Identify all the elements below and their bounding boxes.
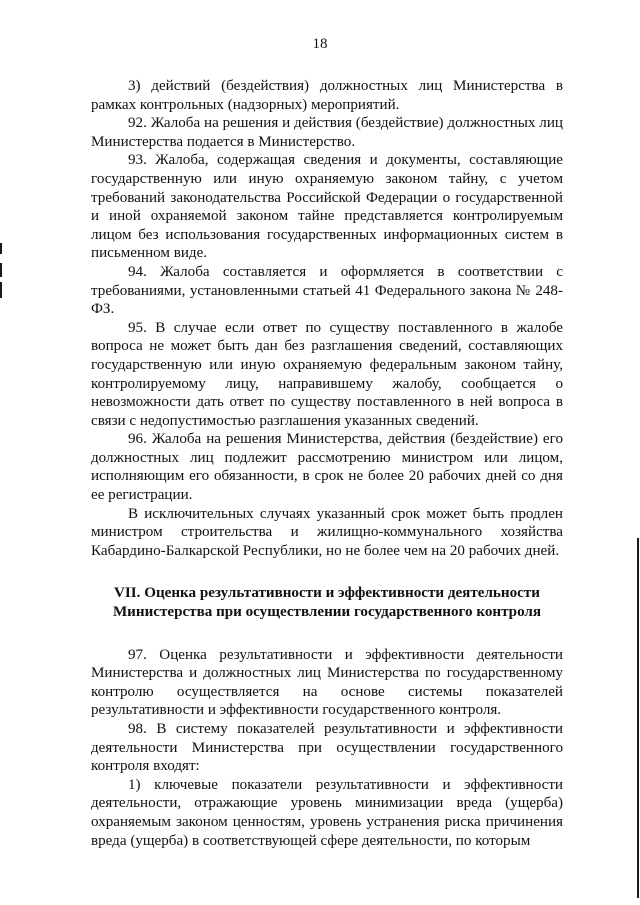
paragraph-96-extension: В исключительных случаях указанный срок может быть продлен министром строительства и жилищно-коммунального хозяйства Кабардино-Балкарской Республики, но не более чем на 20 рабочих дней.: [91, 505, 563, 559]
section-heading-line1: VII. Оценка результативности и эффективности деятельности: [114, 585, 540, 602]
document-body: [91, 77, 563, 850]
section-heading: [91, 584, 563, 621]
paragraph-97: 97. Оценка результативности и эффективности деятельности Министерства и должностных лиц Министерства по государственному контролю осуществляется на основе системы показателей результативности и эффективности государственного контроля.: [91, 646, 563, 719]
paragraph-92: 92. Жалоба на решения и действия (бездействие) должностных лиц Министерства подается в Министерство.: [91, 115, 563, 150]
scan-mark-left-2: [0, 263, 2, 277]
scan-mark-left-1: [0, 243, 2, 254]
paragraph-91-3: 3) действий (бездействия) должностных лиц Министерства в рамках контрольных (надзорных) мероприятий.: [91, 78, 563, 113]
paragraph-93: 93. Жалоба, содержащая сведения и документы, составляющие государственную или иную охраняемую законом тайну, с учетом требований законодательства Российской Федерации о государственной и иной охраняемой законом тайне представляется контролируемым лицом без использования государственных информационных систем в письменном виде.: [91, 152, 563, 262]
paragraph-96: 96. Жалоба на решения Министерства, действия (бездействие) его должностных лиц подлежит рассмотрению министром или лицом, исполняющим его обязанности, в срок не более 20 рабочих дней со дня ее регистрации.: [91, 431, 563, 504]
scan-edge-line-right: [637, 538, 639, 898]
paragraph-98-1: 1) ключевые показатели результативности и эффективности деятельности, отражающие уровень минимизации вреда (ущерба) охраняемым законом ценностям, уровень устранения риска причинения вреда (ущерба) в соответствующей сфере деятельности, по которым: [91, 776, 563, 849]
paragraph-94: 94. Жалоба составляется и оформляется в соответствии с требованиями, установленными статьей 41 Федерального закона № 248-ФЗ.: [91, 263, 563, 318]
scan-mark-left-3: [0, 282, 2, 298]
paragraph-95: 95. В случае если ответ по существу поставленного в жалобе вопроса не может быть дан без разглашения сведений, составляющих государственную или иную охраняемую федеральным законом тайну, контролируемому лицу, направившему жалобу, сообщается о невозможности дать ответ по существу поставленного в ней вопроса в связи с недопустимостью разглашения указанных сведений.: [91, 319, 563, 429]
page-number: 18: [312, 36, 328, 52]
paragraph-98: 98. В систему показателей результативности и эффективности деятельности Министерства при осуществлении государственного контроля входят:: [91, 721, 563, 775]
section-heading-line2: Министерства при осуществлении государственного контроля: [112, 604, 542, 621]
